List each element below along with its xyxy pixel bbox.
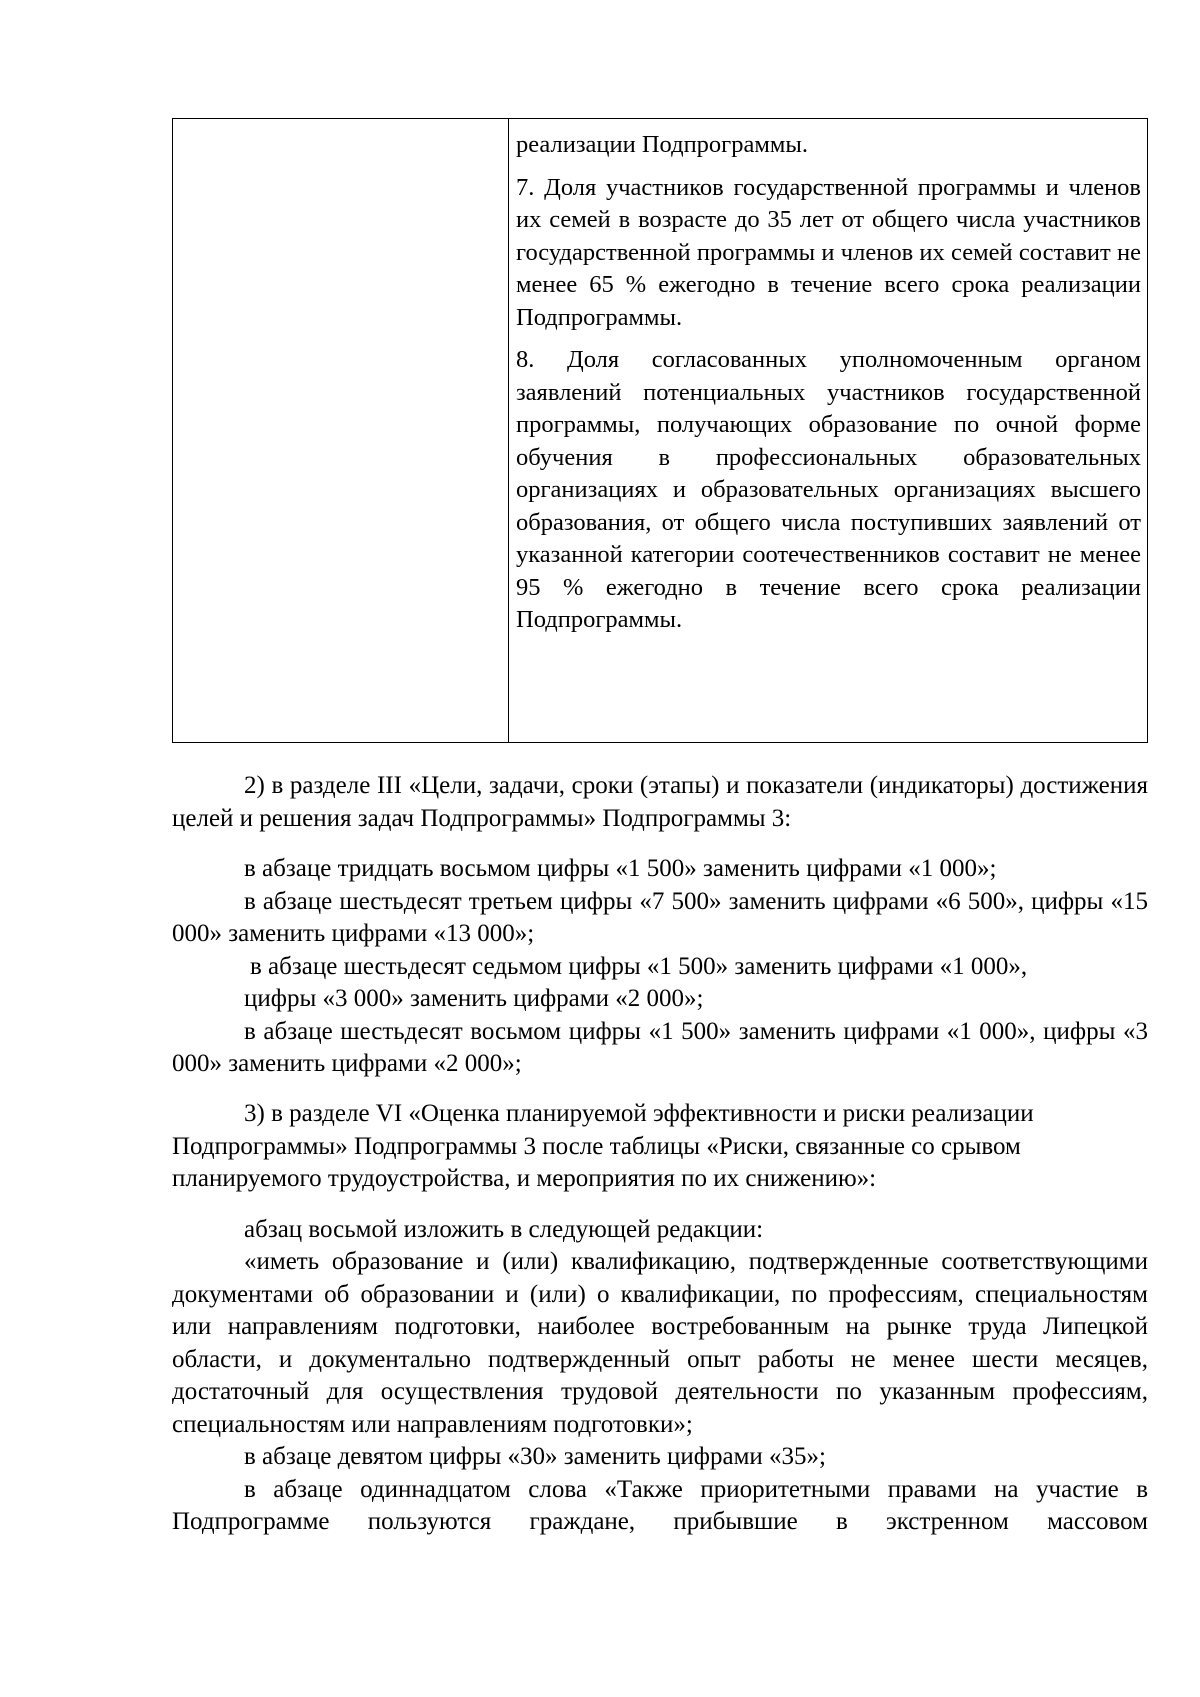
table-cell-left: [173, 119, 509, 742]
table-cell-right: [509, 119, 1147, 742]
section-3-item-1: абзац восьмой изложить в следующей редакции:: [244, 1215, 764, 1243]
section-2-item-3b: цифры «3 000» заменить цифрами «2 000»;: [244, 985, 704, 1012]
indicators-table: [172, 118, 1148, 743]
section-2-item-4: в абзаце шестьдесят восьмом цифры «1 500» заменить цифрами «1 000», цифры «3 000» заменить цифрами «2 000»;: [172, 1017, 1148, 1077]
section-3-item-3: в абзаце девятом цифры «30» заменить цифрами «35»;: [244, 1443, 826, 1470]
table-paragraph-continuation: реализации Подпрограммы.: [516, 131, 808, 158]
section-3: [172, 1098, 1148, 1539]
section-3-item-2: «иметь образование и (или) квалификацию, подтвержденные соответствующими документами об образовании и (или) о квалификации, по профессиям, специальностям или направлениям подготовки, наиболее востребованным на рынке труда Липецкой области, и документально подтвержденный опыт работы не менее шести месяцев, достаточный для осуществления трудовой деятельности по указанным профессиям, специальностям или направлениям подготовки»;: [172, 1248, 1148, 1438]
table-paragraph-7: 7. Доля участников государственной программы и членов их семей в возрасте до 35 лет от общего числа участников государственной программы и членов их семей составит не менее 65 % ежегодно в течение всего срока реализации Подпрограммы.: [516, 173, 1141, 331]
table-paragraph-8: 8. Доля согласованных уполномоченным органом заявлений потенциальных участников государственной программы, получающих образование по очной форме обучения в профессиональных образовательных организациях и образовательных организациях высшего образования, от общего числа поступивших заявлений от указанной категории соотечественников составит не менее 95 % ежегодно в течение всего срока реализации Подпрограммы.: [516, 346, 1141, 633]
section-2-item-1: в абзаце тридцать восьмом цифры «1 500» заменить цифрами «1 000»;: [244, 855, 997, 882]
section-2-item-3a: в абзаце шестьдесят седьмом цифры «1 500» заменить цифрами «1 000»,: [250, 952, 1028, 980]
section-3-intro: 3) в разделе VI «Оценка планируемой эффективности и риски реализации Подпрограммы» Подпрограммы 3 после таблицы «Риски, связанные со срывом планируемого трудоустройства, и мероприятия по их снижению»:: [172, 1100, 1034, 1192]
section-3-item-4: в абзаце одиннадцатом слова «Также приоритетными правами на участие в Подпрограмме пользуются граждане, прибывшие в экстренном массовом: [172, 1475, 1148, 1535]
section-2-intro: 2) в разделе III «Цели, задачи, сроки (этапы) и показатели (индикаторы) достижения целей и решения задач Подпрограммы» Подпрограммы 3:: [172, 772, 1148, 832]
section-2: [172, 770, 1148, 1081]
section-2-item-2: в абзаце шестьдесят третьем цифры «7 500» заменить цифрами «6 500», цифры «15 000» заменить цифрами «13 000»;: [172, 887, 1148, 947]
